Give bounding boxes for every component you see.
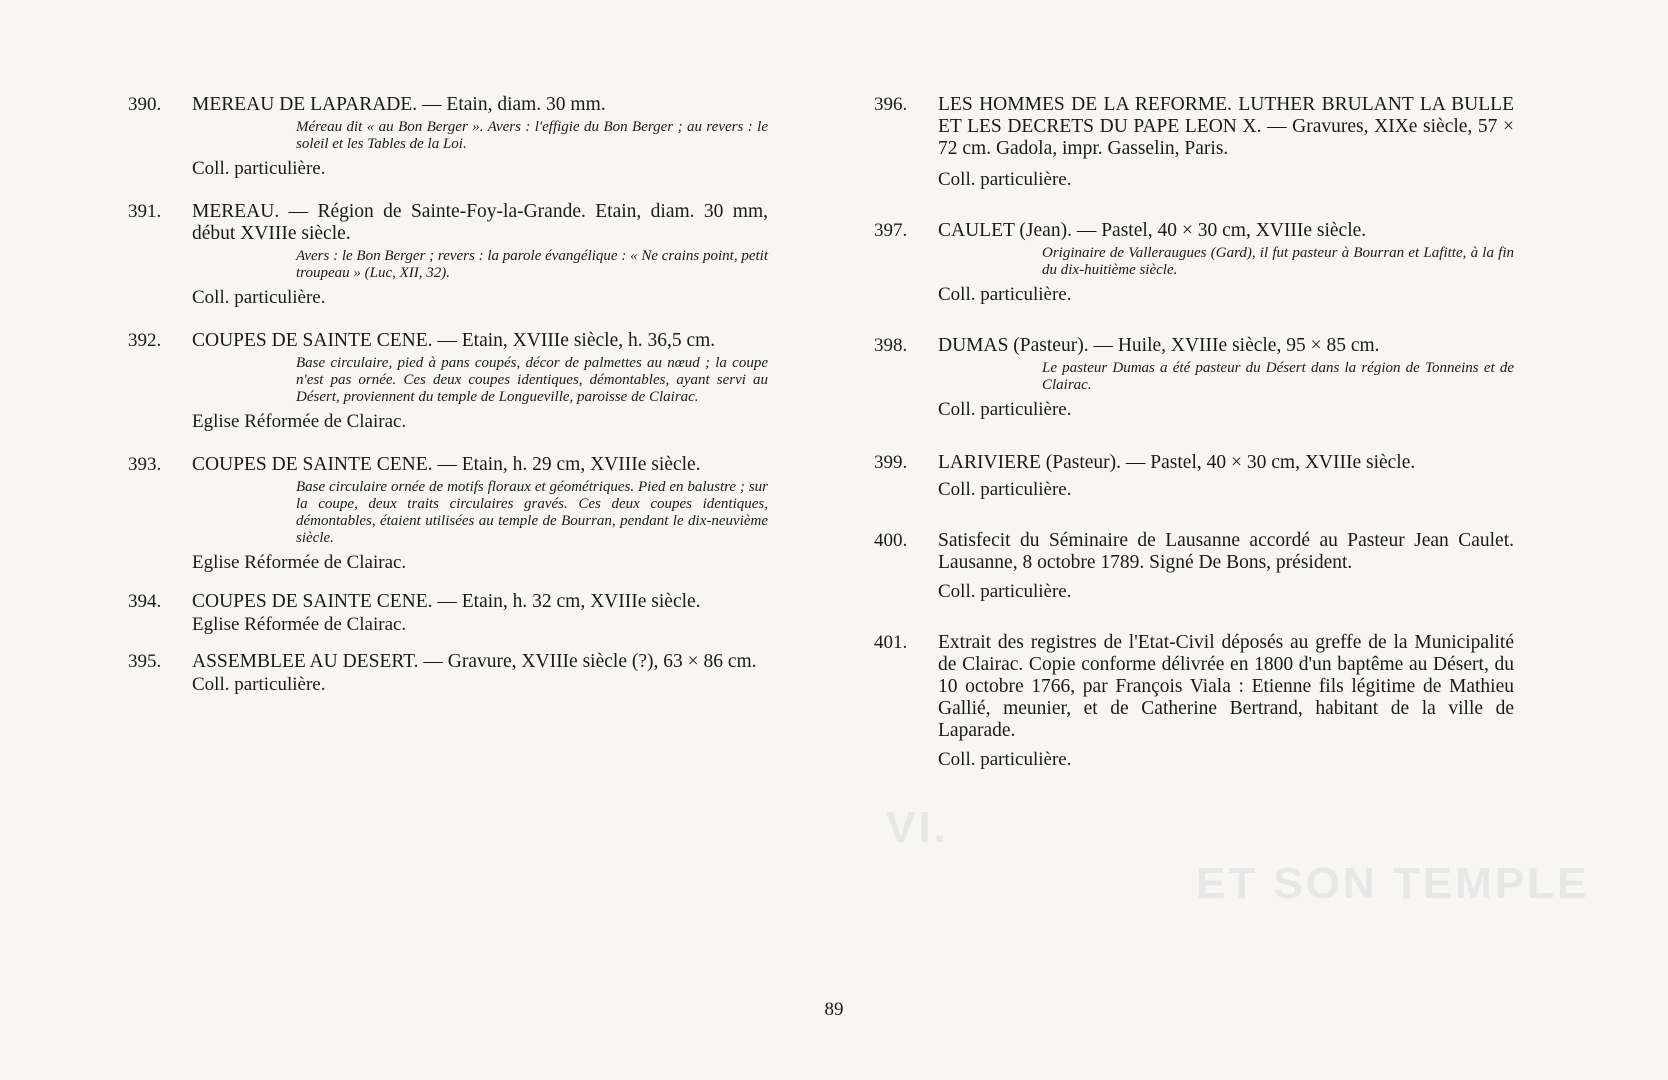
entry-number: 398. — [874, 335, 908, 356]
entry-number: 395. — [128, 651, 162, 672]
bleed-line: ET SON TEMPLE — [1196, 859, 1590, 908]
entry-number: 392. — [128, 330, 162, 351]
catalogue-entry-391 — [128, 201, 768, 310]
catalogue-entry-395 — [128, 651, 768, 697]
entry-collection: Coll. particulière. — [938, 479, 1072, 500]
entry-number: 394. — [128, 591, 162, 612]
entry-number: 396. — [874, 94, 908, 115]
entry-heading: Extrait des registres de l'Etat-Civil déposés au greffe de la Municipalité de Clairac. Copie conforme délivrée en 1800 d'un baptême au Désert, du 10 octobre 1766, par François Viala : Etienne fils légitime de Mathieu Gallié, meunier, et de Catherine Bertrand, habitant de la ville de Laparade. — [938, 632, 1514, 741]
entry-heading: LARIVIERE (Pasteur). — Pastel, 40 × 30 cm, XVIIIe siècle. — [938, 452, 1416, 473]
catalogue-entry-396 — [874, 94, 1514, 192]
right-column — [874, 94, 1514, 772]
entry-number: 399. — [874, 452, 908, 473]
entry-number: 400. — [874, 530, 908, 551]
entry-description: Méreau dit « au Bon Berger ». Avers : l'effigie du Bon Berger ; au revers : le soleil et les Tables de la Loi. — [296, 119, 768, 152]
entry-collection: Eglise Réformée de Clairac. — [192, 411, 407, 432]
catalogue-entry-392 — [128, 330, 768, 434]
catalogue-entry-390 — [128, 94, 768, 181]
entry-collection: Eglise Réformée de Clairac. — [192, 614, 407, 635]
entry-number: 393. — [128, 454, 162, 475]
entry-heading: MEREAU DE LAPARADE. — Etain, diam. 30 mm. — [192, 94, 606, 115]
catalogue-entry-401 — [874, 632, 1514, 772]
entry-collection: Coll. particulière. — [938, 169, 1072, 190]
entry-heading: ASSEMBLEE AU DESERT. — Gravure, XVIIIe siècle (?), 63 × 86 cm. — [192, 651, 757, 672]
entry-heading: MEREAU. — Région de Sainte-Foy-la-Grande. Etain, diam. 30 mm, début XVIIIe siècle. — [192, 201, 768, 244]
entry-number: 397. — [874, 220, 908, 241]
entry-collection: Coll. particulière. — [938, 581, 1072, 602]
entry-heading: COUPES DE SAINTE CENE. — Etain, h. 32 cm, XVIIIe siècle. — [192, 591, 701, 612]
entry-collection: Coll. particulière. — [938, 284, 1072, 305]
entry-heading: Satisfecit du Séminaire de Lausanne accordé au Pasteur Jean Caulet. Lausanne, 8 octobre 1789. Signé De Bons, président. — [938, 530, 1514, 573]
entry-collection: Eglise Réformée de Clairac. — [192, 552, 407, 573]
catalogue-entry-393 — [128, 454, 768, 575]
entry-heading: COUPES DE SAINTE CENE. — Etain, h. 29 cm, XVIIIe siècle. — [192, 454, 701, 475]
catalogue-entry-399 — [874, 452, 1514, 502]
entry-number: 390. — [128, 94, 162, 115]
catalogue-entry-398 — [874, 335, 1514, 422]
entry-number: 401. — [874, 632, 908, 653]
entry-heading: DUMAS (Pasteur). — Huile, XVIIIe siècle, 95 × 85 cm. — [938, 335, 1380, 356]
entry-collection: Coll. particulière. — [938, 749, 1072, 770]
entry-heading: CAULET (Jean). — Pastel, 40 × 30 cm, XVIIIe siècle. — [938, 220, 1367, 241]
bleed-line: VI. — [886, 803, 949, 852]
entry-collection: Coll. particulière. — [192, 287, 326, 308]
entry-number: 391. — [128, 201, 162, 222]
entry-description: Base circulaire, pied à pans coupés, décor de palmettes au nœud ; la coupe n'est pas ornée. Ces deux coupes identiques, démontables, ayant servi au Désert, proviennent du temple de Longueville, paroisse de Clairac. — [296, 355, 768, 405]
page-number: 89 — [824, 999, 844, 1020]
entry-description: Originaire de Valleraugues (Gard), il fut pasteur à Bourran et Lafitte, à la fin du dix-huitième siècle. — [1042, 245, 1514, 278]
catalogue-entry-400 — [874, 530, 1514, 604]
catalogue-entry-394 — [128, 591, 768, 637]
entry-description: Base circulaire ornée de motifs floraux et géométriques. Pied en balustre ; sur la coupe, deux traits circulaires gravés. Ces deux coupes identiques, démontables, étaient utilisées au temple de Bourran, pendant le dix-neuvième siècle. — [296, 479, 768, 546]
entry-description: Avers : le Bon Berger ; revers : la parole évangélique : « Ne crains point, petit troupeau » (Luc, XII, 32). — [296, 248, 768, 281]
entry-heading: COUPES DE SAINTE CENE. — Etain, XVIIIe siècle, h. 36,5 cm. — [192, 330, 716, 351]
catalogue-entry-397 — [874, 220, 1514, 307]
entry-collection: Coll. particulière. — [938, 399, 1072, 420]
entry-collection: Coll. particulière. — [192, 674, 326, 695]
entry-description: Le pasteur Dumas a été pasteur du Désert dans la région de Tonneins et de Clairac. — [1042, 360, 1514, 393]
entry-heading: LES HOMMES DE LA REFORME. LUTHER BRULANT LA BULLE ET LES DECRETS DU PAPE LEON X. — Gravures, XIXe siècle, 57 × 72 cm. Gadola, impr. Gasselin, Paris. — [938, 94, 1514, 159]
bleed-through-text — [886, 800, 1589, 912]
entry-collection: Coll. particulière. — [192, 158, 326, 179]
left-column — [128, 94, 768, 697]
